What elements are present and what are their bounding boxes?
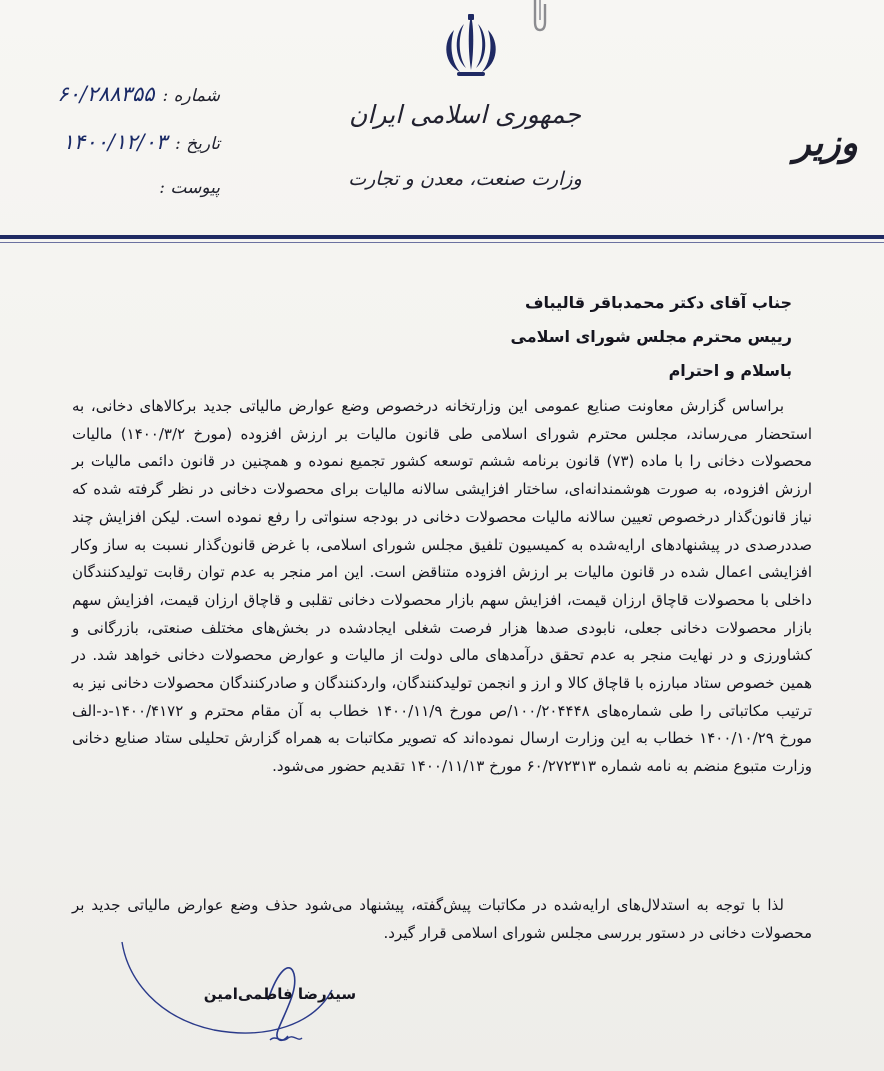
greeting: باسلام و احترام [668,361,792,380]
date-row [30,130,220,178]
date-label: تاریخ : [175,134,220,154]
conclusion-paragraph: لذا با توجه به استدلال‌های ارایه‌شده در مکاتبات پیش‌گفته، پیشنهاد می‌شود حذف وضع عوارض مالیاتی جدید بر محصولات دخانی در دستور بررسی مجلس شورای اسلامی قرار گیرد. [72,896,812,942]
signer-name: سیدرضا فاطمی‌امین [203,985,357,1003]
letter-body [72,393,812,781]
minister-title: وزیر [793,122,858,164]
recipient-position: رییس محترم مجلس شورای اسلامی [510,327,792,346]
number-value: ۶۰/۲۸۸۳۵۵ [57,82,155,106]
header-divider-thin [0,242,884,243]
paperclip-icon [527,0,551,34]
recipient-name: جناب آقای دکتر محمدباقر قالیباف [524,293,792,312]
attachment-label: پیوست : [159,178,220,198]
attachment-row [30,178,220,226]
letterhead-ministry: وزارت صنعت، معدن و تجارت [348,168,582,190]
letter-meta [30,82,220,226]
salutation-block [192,286,792,388]
iran-emblem-icon [432,12,510,82]
number-row [30,82,220,130]
body-paragraph: براساس گزارش معاونت صنایع عمومی این وزارتخانه درخصوص وضع عوارض مالیاتی جدید برکالاهای دخانی، به استحضار می‌رساند، مجلس محترم شورای اسلامی طی قانون مالیات بر ارزش افزوده (مورخ ۱۴۰۰/۳/۲) مالیات محصولات دخانی را با ماده (۷۳) قانون برنامه ششم توسعه کشور تجمیع نموده و همچنین در قانون دائمی مالیات بر ارزش افزوده، به صورت هوشمندانه‌ای، ساختار افزایشی سالانه مالیات برای محصولات دخانی در نظر گرفته شده که نیاز قانون‌گذار درخصوص تعیین سالانه مالیات محصولات دخانی در بودجه سنواتی را رفع نموده است. لیکن افزایش چند صددرصدی در پیشنهادهای ارایه‌شده به کمیسیون تلفیق مجلس شورای اسلامی، با غرض قانون‌گذار نسبت به ساز وکار افزایشی اعمال شده در قانون مالیات بر ارزش افزوده متناقض است. این امر منجر به عدم توان رقابت تولیدکنندگان داخلی با محصولات قاچاق ارزان قیمت، افزایش سهم بازار محصولات دخانی تقلبی و قاچاق ارزان قیمت، افزایش سهم بازار محصولات دخانی جعلی، نابودی صدها هزار فرصت شغلی ایجادشده در بخش‌های مختلف صنعتی، بازرگانی و کشاورزی و در نهایت منجر به عدم تحقق درآمدهای مالی دولت از مالیات و عوارض محصولات دخانی خواهد شد. در همین خصوص ستاد مبارزه با قاچاق کالا و ارز و انجمن تولیدکنندگان، واردکنندگان و صادرکنندگان محصولات دخانی نیز به ترتیب مکاتباتی را طی شماره‌های ۱۰۰/۲۰۴۴۴۸/ص مورخ ۱۴۰۰/۱۱/۹ خطاب به آن مقام محترم و ۱۴۰۰/۴۱۷۲-د-الف مورخ ۱۴۰۰/۱۰/۲۹ خطاب به این وزارت ارسال نموده‌اند که تصویر مکاتبات به همراه گزارش تحلیلی ستاد صنایع دخانی وزارت متبوع منضم به نامه شماره ۶۰/۲۷۲۳۱۳ مورخ ۱۴۰۰/۱۱/۱۳ تقدیم حضور می‌شود. [72,397,813,776]
date-value: ۱۴۰۰/۱۲/۰۳ [62,130,168,154]
header-divider [0,235,884,239]
letterhead-republic: جمهوری اسلامی ایران [349,100,581,129]
number-label: شماره : [162,86,220,106]
